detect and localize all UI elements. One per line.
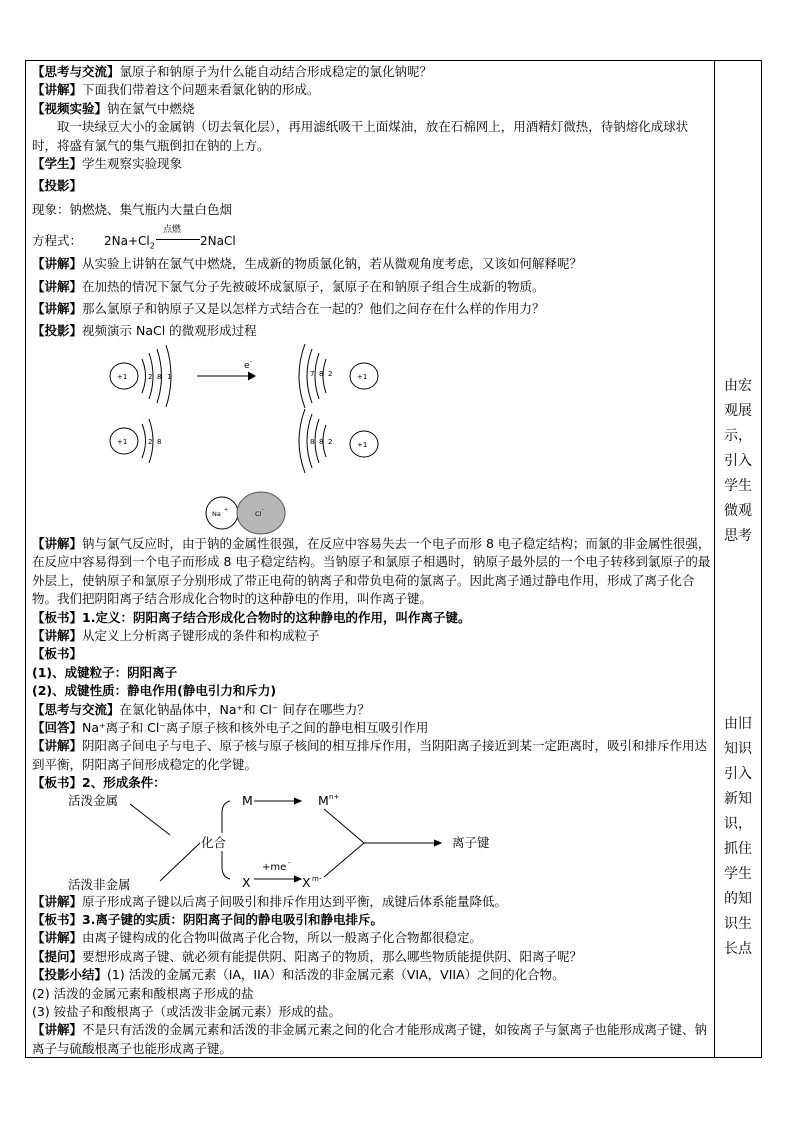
svg-text:8: 8 — [157, 437, 162, 446]
line-explain-2: 【讲解】从实验上讲钠在氯气中燃烧，生成新的物质氯化钠，若从微观角度考虑，又该如何解释呢？ — [32, 256, 583, 272]
line-explain-1: 【讲解】下面我们带着这个问题来看氯化钠的形成。 — [32, 82, 320, 98]
svg-text:1: 1 — [167, 372, 172, 381]
formation-condition-diagram — [62, 793, 532, 895]
svg-text:Na: Na — [212, 509, 221, 518]
svg-text:+1: +1 — [117, 372, 128, 381]
svg-text:2: 2 — [328, 437, 333, 446]
svg-text:e: e — [244, 360, 250, 371]
svg-text:+me: +me — [262, 861, 287, 873]
line-explain-10: 【讲解】不是只有活泼的金属元素和活泼的非金属元素之间的化合才能形成离子键，如铵离子与氯离子也能形成离子键、钠离子与硫酸根离子也能形成离子键。 — [32, 1022, 708, 1056]
side-note-2: 由旧 知识 引入 新知 识， 抓住 学生 的知 识生 长点 — [724, 716, 752, 957]
line-explain-8: 【讲解】原子形成离子键以后离子间吸引和排斥作用达到平衡，成键后体系能量降低。 — [32, 893, 508, 909]
svg-text:活泼非金属: 活泼非金属 — [68, 876, 131, 892]
lesson-content — [32, 61, 712, 1058]
svg-text:8: 8 — [310, 437, 315, 446]
line-think-1: 【思考与交流】氯原子和钠原子为什么能自动结合形成稳定的氯化钠呢？ — [32, 64, 433, 79]
svg-text:8: 8 — [319, 369, 324, 378]
equation-rhs: 2NaCl — [200, 234, 236, 249]
line-board-1: 【板书】1.定义：阴阳离子结合形成化合物时的这种静电的作用，叫作离子键。 — [32, 609, 471, 625]
svg-text:化合: 化合 — [201, 834, 227, 850]
svg-text:-: - — [288, 858, 291, 867]
svg-text:2: 2 — [148, 372, 153, 381]
line-explain-9: 【讲解】由离子键构成的化合物叫做离子化合物，所以一般离子化合物都很稳定。 — [32, 930, 483, 946]
svg-text:X: X — [242, 874, 251, 890]
line-explain-3: 【讲解】在加热的情况下氯气分子先被破坏成氯原子，氯原子在和钠原子组合生成新的物质。 — [32, 278, 545, 294]
svg-text:2: 2 — [148, 437, 153, 446]
svg-text:+: + — [224, 506, 229, 513]
line-student: 【学生】学生观察实验现象 — [32, 156, 183, 172]
equation-condition: 点燃 — [163, 225, 182, 236]
line-board-2: 【板书】 — [32, 646, 83, 662]
line-projection-1: 【投影】 — [32, 178, 83, 194]
svg-text:7: 7 — [310, 369, 315, 378]
svg-text:-: - — [262, 506, 264, 513]
equation-row: 方程式： $2Na+Cl_2$ 点燃 2NaCl — [32, 223, 712, 255]
line-experiment-procedure: 取一块绿豆大小的金属钠（切去氧化层），再用滤纸吸干上面煤油，放在石棉网上，用酒精灯微热，待钠熔化成球状时，将盛有氯气的集气瓶倒扣在钠的上方。 — [32, 119, 689, 153]
svg-text:+1: +1 — [117, 437, 128, 446]
svg-text:离子键: 离子键 — [452, 834, 490, 850]
svg-text:Cl: Cl — [255, 509, 262, 518]
line-bond-particles: (1)、成键粒子：阴阳离子 — [32, 664, 178, 680]
svg-text:M: M — [318, 792, 329, 808]
svg-text:活泼金属: 活泼金属 — [68, 792, 119, 808]
svg-text:n+: n+ — [329, 792, 340, 801]
line-summary-3: (3) 铵盐子和酸根离子（或活泼非金属元素）形成的盐。 — [32, 1004, 342, 1019]
line-phenomenon: 现象：钠燃烧、集气瓶内大量白色烟 — [32, 201, 233, 217]
svg-text:-: - — [250, 357, 253, 365]
na-ion-sphere — [206, 497, 238, 529]
equation-lhs: $2Na+Cl_2$ — [104, 234, 155, 251]
svg-text:8: 8 — [319, 437, 324, 446]
svg-text:+1: +1 — [357, 372, 368, 381]
line-answer: 【回答】Na⁺离子和 Cl⁻离子原子核和核外电子之间的静电相互吸引作用 — [32, 719, 429, 735]
svg-text:8: 8 — [157, 372, 162, 381]
svg-text:m-: m- — [312, 874, 322, 883]
nacl-formation-diagram — [102, 341, 402, 539]
line-explain-6: 【讲解】从定义上分析离子键形成的条件和构成粒子 — [32, 627, 320, 643]
side-note-1: 由宏 观展 示， 引入 学生 微观 思考 — [724, 378, 752, 544]
svg-text:X: X — [302, 874, 311, 890]
line-question: 【提问】要想形成离子键、就必须有能提供阴、阳离子的物质，那么哪些物质能提供阴、阳离子呢？ — [32, 948, 583, 964]
line-bond-nature: (2)、成键性质：静电作用(静电引力和斥力) — [32, 683, 277, 699]
svg-text:+1: +1 — [357, 440, 368, 449]
line-explain-7: 【讲解】阴阳离子间电子与电子、原子核与原子核间的相互排斥作用，当阴阳离子接近到某一定距离时，吸引和排斥作用达到平衡，阴阳离子间形成稳定的化学键。 — [32, 738, 708, 772]
line-video-experiment: 【视频实验】钠在氯气中燃烧 — [32, 100, 195, 116]
column-divider — [714, 61, 715, 1057]
line-summary-2: (2) 活泼的金属元素和酸根离子形成的盐 — [32, 985, 254, 1001]
svg-text:2: 2 — [328, 369, 333, 378]
line-board-3: 【板书】2、形成条件： — [32, 775, 166, 791]
equation-arrow — [156, 239, 200, 240]
line-projection-summary: 【投影小结】(1) 活泼的金属元素（IA，IIA）和活泼的非金属元素（VIA，VIIA）之间的化合物。 — [32, 967, 565, 983]
line-think-2: 【思考与交流】在氯化钠晶体中，Na⁺和 Cl⁻ 间存在哪些力？ — [32, 701, 370, 717]
svg-text:M: M — [242, 792, 253, 808]
line-projection-2: 【投影】视频演示 NaCl 的微观形成过程 — [32, 323, 257, 339]
line-explain-4: 【讲解】那么氯原子和钠原子又是以怎样方式结合在一起的？他们之间存在什么样的作用力？ — [32, 301, 545, 317]
line-board-4: 【板书】3.离子键的实质：阴阳离子间的静电吸引和静电排斥。 — [32, 911, 383, 927]
lesson-table — [25, 60, 762, 1058]
line-explain-5: 【讲解】钠与氯气反应时，由于钠的金属性很强，在反应中容易失去一个电子而形 8 电子稳定结构；而氯的非金属性很强，在反应中容易得到一个电子而形成 8 电子稳定结构。当钠原子和氯原子相遇时，钠原子最外层的一个电子转移到氯原子的最外层上，使钠原子和氯原子分别形成了带正电荷的钠离子和带负电荷的氯离子。因此离子通过静电作用，形成了离子化合物。我们把阴阳离子结合形成化合物时的这种静电的作用，叫作离子键。 — [32, 535, 711, 607]
